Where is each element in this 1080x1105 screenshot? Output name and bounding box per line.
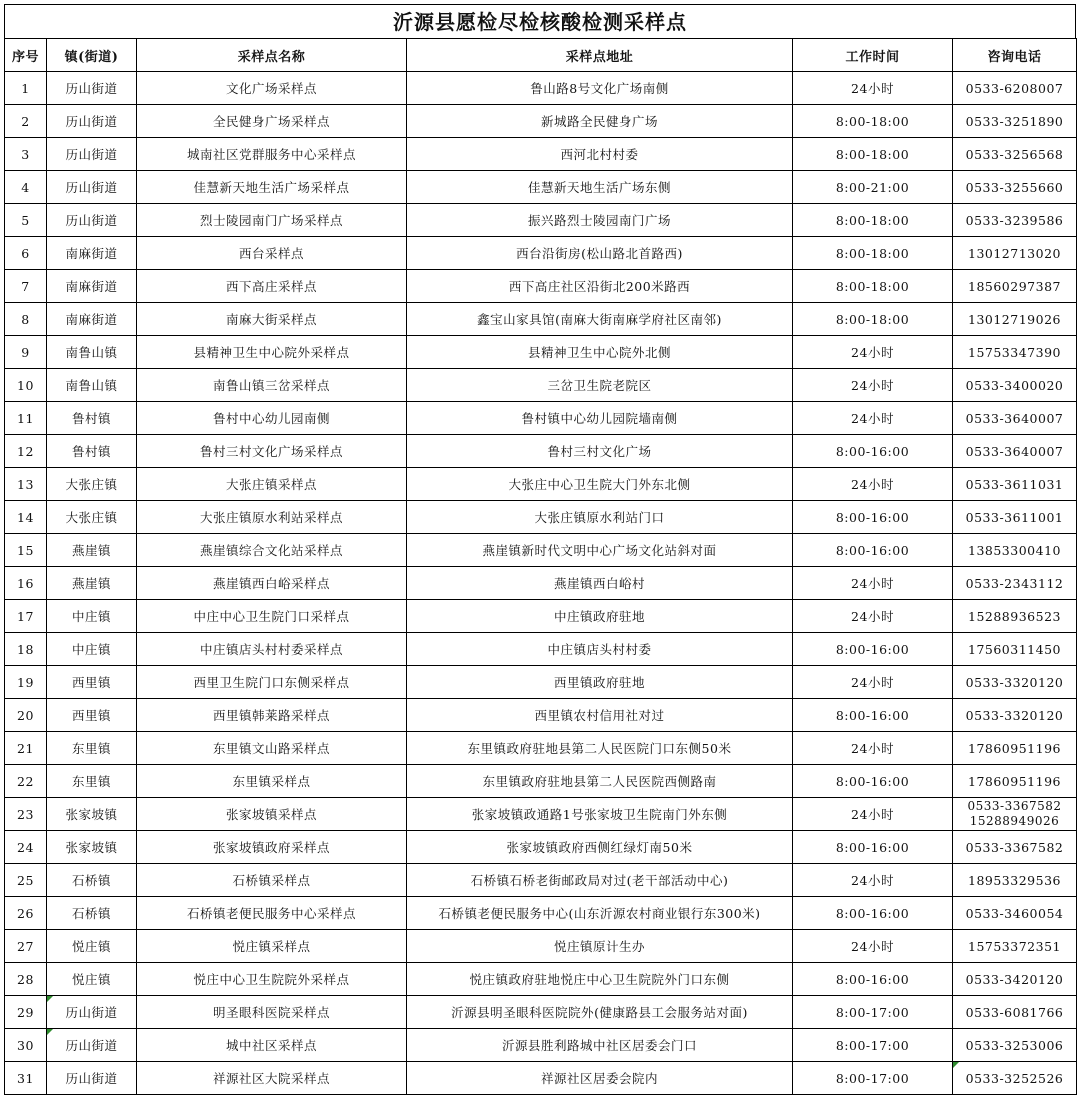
cell-no[interactable]: 27 [5, 930, 47, 963]
cell-site-name[interactable]: 悦庄镇采样点 [137, 930, 407, 963]
table-row[interactable] [5, 72, 1077, 105]
table-row[interactable] [5, 765, 1077, 798]
cell-phone[interactable]: 0533-6081766 [953, 996, 1077, 1029]
cell-phone[interactable]: 0533-3367582 [953, 831, 1077, 864]
cell-phone[interactable]: 0533-3460054 [953, 897, 1077, 930]
header-no: 序号 [5, 39, 47, 72]
cell-site-name[interactable]: 烈士陵园南门广场采样点 [137, 204, 407, 237]
cell-address[interactable]: 西台沿街房(松山路北首路西) [407, 237, 793, 270]
cell-no[interactable]: 18 [5, 633, 47, 666]
cell-phone[interactable]: 15288936523 [953, 600, 1077, 633]
header-phone: 咨询电话 [953, 39, 1077, 72]
cell-address[interactable]: 西下高庄社区沿街北200米路西 [407, 270, 793, 303]
table-row[interactable] [5, 105, 1077, 138]
cell-hours[interactable]: 24小时 [793, 369, 953, 402]
header-site-name: 采样点名称 [137, 39, 407, 72]
cell-phone[interactable]: 17560311450 [953, 633, 1077, 666]
table-row[interactable] [5, 633, 1077, 666]
cell-no[interactable]: 22 [5, 765, 47, 798]
cell-address[interactable]: 石桥镇老便民服务中心(山东沂源农村商业银行东300米) [407, 897, 793, 930]
cell-no[interactable]: 14 [5, 501, 47, 534]
cell-hours[interactable]: 24小时 [793, 732, 953, 765]
cell-hours[interactable]: 8:00-16:00 [793, 435, 953, 468]
cell-no[interactable]: 7 [5, 270, 47, 303]
cell-no[interactable]: 13 [5, 468, 47, 501]
cell-site-name[interactable]: 张家坡镇政府采样点 [137, 831, 407, 864]
cell-hours[interactable]: 24小时 [793, 864, 953, 897]
cell-no[interactable]: 8 [5, 303, 47, 336]
cell-town[interactable]: 南麻街道 [47, 303, 137, 336]
cell-phone[interactable]: 15753372351 [953, 930, 1077, 963]
cell-hours[interactable]: 8:00-16:00 [793, 501, 953, 534]
cell-no[interactable]: 23 [5, 798, 47, 831]
cell-town[interactable]: 悦庄镇 [47, 930, 137, 963]
cell-town[interactable]: 大张庄镇 [47, 501, 137, 534]
cell-hours[interactable]: 24小时 [793, 336, 953, 369]
cell-phone[interactable]: 0533-3611001 [953, 501, 1077, 534]
cell-address[interactable]: 祥源社区居委会院内 [407, 1062, 793, 1095]
cell-no[interactable]: 19 [5, 666, 47, 699]
table-row[interactable] [5, 237, 1077, 270]
cell-phone[interactable]: 0533-3640007 [953, 402, 1077, 435]
cell-town[interactable]: 历山街道 [47, 1029, 137, 1062]
cell-hours[interactable]: 8:00-18:00 [793, 105, 953, 138]
cell-address[interactable]: 沂源县胜利路城中社区居委会门口 [407, 1029, 793, 1062]
header-address: 采样点地址 [407, 39, 793, 72]
cell-address[interactable]: 大张庄镇原水利站门口 [407, 501, 793, 534]
cell-no[interactable]: 17 [5, 600, 47, 633]
table-row[interactable] [5, 996, 1077, 1029]
cell-hours[interactable]: 8:00-18:00 [793, 138, 953, 171]
cell-phone[interactable]: 0533-3611031 [953, 468, 1077, 501]
table-row[interactable] [5, 303, 1077, 336]
cell-town[interactable]: 张家坡镇 [47, 831, 137, 864]
table-row[interactable] [5, 468, 1077, 501]
cell-town[interactable]: 张家坡镇 [47, 798, 137, 831]
cell-address[interactable]: 悦庄镇政府驻地悦庄中心卫生院院外门口东侧 [407, 963, 793, 996]
cell-address[interactable]: 燕崖镇西白峪村 [407, 567, 793, 600]
cell-address[interactable]: 鲁山路8号文化广场南侧 [407, 72, 793, 105]
cell-town[interactable]: 东里镇 [47, 732, 137, 765]
cell-town[interactable]: 南鲁山镇 [47, 369, 137, 402]
cell-town[interactable]: 中庄镇 [47, 633, 137, 666]
cell-address[interactable]: 西里镇农村信用社对过 [407, 699, 793, 732]
cell-address[interactable]: 大张庄中心卫生院大门外东北侧 [407, 468, 793, 501]
cell-address[interactable]: 西里镇政府驻地 [407, 666, 793, 699]
cell-site-name[interactable]: 祥源社区大院采样点 [137, 1062, 407, 1095]
cell-hours[interactable]: 24小时 [793, 567, 953, 600]
cell-town[interactable]: 历山街道 [47, 171, 137, 204]
cell-phone[interactable]: 0533-3320120 [953, 666, 1077, 699]
cell-site-name[interactable]: 南鲁山镇三岔采样点 [137, 369, 407, 402]
cell-site-name[interactable]: 南麻大街采样点 [137, 303, 407, 336]
spreadsheet [4, 4, 1076, 1095]
cell-phone[interactable]: 15753347390 [953, 336, 1077, 369]
cell-site-name[interactable]: 张家坡镇采样点 [137, 798, 407, 831]
cell-phone[interactable] [953, 798, 1077, 831]
cell-no[interactable]: 9 [5, 336, 47, 369]
cell-town[interactable]: 悦庄镇 [47, 963, 137, 996]
cell-address[interactable]: 中庄镇政府驻地 [407, 600, 793, 633]
cell-phone[interactable]: 13012713020 [953, 237, 1077, 270]
cell-town[interactable]: 鲁村镇 [47, 435, 137, 468]
cell-no[interactable]: 3 [5, 138, 47, 171]
cell-town[interactable]: 燕崖镇 [47, 534, 137, 567]
cell-address[interactable]: 西河北村村委 [407, 138, 793, 171]
cell-no[interactable]: 24 [5, 831, 47, 864]
cell-town[interactable]: 燕崖镇 [47, 567, 137, 600]
cell-phone[interactable]: 0533-3253006 [953, 1029, 1077, 1062]
cell-site-name[interactable]: 县精神卫生中心院外采样点 [137, 336, 407, 369]
phone-secondary: 15288949026 [969, 814, 1060, 828]
cell-phone[interactable]: 0533-3251890 [953, 105, 1077, 138]
cell-no[interactable]: 29 [5, 996, 47, 1029]
cell-town[interactable]: 南麻街道 [47, 237, 137, 270]
cell-address[interactable]: 佳慧新天地生活广场东侧 [407, 171, 793, 204]
cell-hours[interactable]: 24小时 [793, 930, 953, 963]
cell-address[interactable]: 中庄镇店头村村委 [407, 633, 793, 666]
table-row[interactable] [5, 930, 1077, 963]
cell-no[interactable]: 25 [5, 864, 47, 897]
cell-hours[interactable]: 8:00-18:00 [793, 270, 953, 303]
table-body [5, 72, 1077, 1095]
cell-no[interactable]: 30 [5, 1029, 47, 1062]
cell-hours[interactable]: 8:00-17:00 [793, 1029, 953, 1062]
cell-phone[interactable]: 18560297387 [953, 270, 1077, 303]
cell-site-name[interactable]: 燕崖镇西白峪采样点 [137, 567, 407, 600]
cell-site-name[interactable]: 全民健身广场采样点 [137, 105, 407, 138]
cell-address[interactable]: 燕崖镇新时代文明中心广场文化站斜对面 [407, 534, 793, 567]
cell-hours[interactable]: 24小时 [793, 666, 953, 699]
cell-town[interactable]: 石桥镇 [47, 864, 137, 897]
cell-phone[interactable]: 0533-2343112 [953, 567, 1077, 600]
table-row[interactable] [5, 699, 1077, 732]
cell-phone[interactable]: 0533-3255660 [953, 171, 1077, 204]
table-row[interactable] [5, 1029, 1077, 1062]
cell-phone[interactable]: 18953329536 [953, 864, 1077, 897]
cell-no[interactable]: 20 [5, 699, 47, 732]
cell-address[interactable]: 鲁村三村文化广场 [407, 435, 793, 468]
cell-site-name[interactable]: 西台采样点 [137, 237, 407, 270]
cell-no[interactable]: 6 [5, 237, 47, 270]
cell-no[interactable]: 26 [5, 897, 47, 930]
cell-no[interactable]: 5 [5, 204, 47, 237]
cell-hours[interactable]: 24小时 [793, 402, 953, 435]
table-row[interactable] [5, 963, 1077, 996]
cell-no[interactable]: 10 [5, 369, 47, 402]
cell-address[interactable]: 东里镇政府驻地县第二人民医院西侧路南 [407, 765, 793, 798]
cell-town[interactable]: 历山街道 [47, 105, 137, 138]
table-row[interactable] [5, 435, 1077, 468]
cell-phone[interactable]: 0533-3640007 [953, 435, 1077, 468]
cell-address[interactable]: 鑫宝山家具馆(南麻大街南麻学府社区南邻) [407, 303, 793, 336]
cell-hours[interactable]: 24小时 [793, 600, 953, 633]
cell-hours[interactable]: 24小时 [793, 468, 953, 501]
cell-no[interactable]: 16 [5, 567, 47, 600]
table-row[interactable] [5, 534, 1077, 567]
cell-site-name[interactable]: 文化广场采样点 [137, 72, 407, 105]
cell-site-name[interactable]: 西里卫生院门口东侧采样点 [137, 666, 407, 699]
cell-site-name[interactable]: 石桥镇老便民服务中心采样点 [137, 897, 407, 930]
cell-site-name[interactable]: 城中社区采样点 [137, 1029, 407, 1062]
table-row[interactable] [5, 732, 1077, 765]
cell-address[interactable]: 张家坡镇政府西侧红绿灯南50米 [407, 831, 793, 864]
cell-no[interactable]: 21 [5, 732, 47, 765]
table-row[interactable] [5, 666, 1077, 699]
sheet-title: 沂源县愿检尽检核酸检测采样点 [4, 4, 1076, 38]
cell-site-name[interactable]: 鲁村三村文化广场采样点 [137, 435, 407, 468]
header-hours: 工作时间 [793, 39, 953, 72]
cell-hours[interactable]: 8:00-18:00 [793, 303, 953, 336]
cell-hours[interactable]: 8:00-16:00 [793, 897, 953, 930]
header-row [5, 39, 1077, 72]
cell-address[interactable]: 新城路全民健身广场 [407, 105, 793, 138]
cell-site-name[interactable]: 石桥镇采样点 [137, 864, 407, 897]
table-row[interactable] [5, 204, 1077, 237]
cell-phone[interactable]: 0533-3400020 [953, 369, 1077, 402]
cell-town[interactable]: 历山街道 [47, 204, 137, 237]
cell-hours[interactable]: 8:00-16:00 [793, 765, 953, 798]
cell-town[interactable]: 大张庄镇 [47, 468, 137, 501]
cell-no[interactable]: 15 [5, 534, 47, 567]
table-row[interactable] [5, 897, 1077, 930]
cell-address[interactable]: 石桥镇石桥老街邮政局对过(老干部活动中心) [407, 864, 793, 897]
cell-address[interactable]: 东里镇政府驻地县第二人民医院门口东侧50米 [407, 732, 793, 765]
table-row[interactable] [5, 600, 1077, 633]
table-row[interactable] [5, 171, 1077, 204]
cell-hours[interactable]: 8:00-18:00 [793, 237, 953, 270]
cell-town[interactable]: 南鲁山镇 [47, 336, 137, 369]
cell-hours[interactable]: 8:00-16:00 [793, 963, 953, 996]
cell-address[interactable]: 鲁村镇中心幼儿园院墙南侧 [407, 402, 793, 435]
cell-town[interactable]: 西里镇 [47, 666, 137, 699]
header-town: 镇(街道) [47, 39, 137, 72]
cell-hours[interactable]: 8:00-17:00 [793, 1062, 953, 1095]
table-row[interactable] [5, 336, 1077, 369]
cell-town[interactable]: 石桥镇 [47, 897, 137, 930]
cell-town[interactable]: 历山街道 [47, 1062, 137, 1095]
cell-phone[interactable]: 0533-3256568 [953, 138, 1077, 171]
cell-no[interactable]: 11 [5, 402, 47, 435]
cell-town[interactable]: 历山街道 [47, 72, 137, 105]
cell-site-name[interactable]: 悦庄中心卫生院院外采样点 [137, 963, 407, 996]
cell-phone[interactable]: 0533-6208007 [953, 72, 1077, 105]
cell-site-name[interactable]: 佳慧新天地生活广场采样点 [137, 171, 407, 204]
cell-address[interactable]: 振兴路烈士陵园南门广场 [407, 204, 793, 237]
cell-phone[interactable]: 13853300410 [953, 534, 1077, 567]
cell-hours[interactable]: 8:00-16:00 [793, 633, 953, 666]
cell-site-name[interactable]: 鲁村中心幼儿园南侧 [137, 402, 407, 435]
cell-phone[interactable]: 0533-3420120 [953, 963, 1077, 996]
sampling-sites-table [4, 38, 1077, 1095]
cell-phone[interactable]: 0533-3320120 [953, 699, 1077, 732]
table-row[interactable] [5, 1062, 1077, 1095]
cell-address[interactable]: 县精神卫生中心院外北侧 [407, 336, 793, 369]
cell-phone[interactable]: 0533-3252526 [953, 1062, 1077, 1095]
cell-phone[interactable]: 17860951196 [953, 732, 1077, 765]
table-row[interactable] [5, 270, 1077, 303]
cell-site-name[interactable]: 西下高庄采样点 [137, 270, 407, 303]
cell-site-name[interactable]: 大张庄镇采样点 [137, 468, 407, 501]
cell-town[interactable]: 西里镇 [47, 699, 137, 732]
phone-primary: 0533-3367582 [967, 799, 1062, 813]
cell-hours[interactable]: 8:00-16:00 [793, 534, 953, 567]
cell-site-name[interactable]: 燕崖镇综合文化站采样点 [137, 534, 407, 567]
table-row[interactable] [5, 567, 1077, 600]
table-row[interactable] [5, 402, 1077, 435]
cell-town[interactable]: 南麻街道 [47, 270, 137, 303]
cell-site-name[interactable]: 明圣眼科医院采样点 [137, 996, 407, 1029]
cell-no[interactable]: 28 [5, 963, 47, 996]
cell-site-name[interactable]: 东里镇采样点 [137, 765, 407, 798]
cell-address[interactable]: 三岔卫生院老院区 [407, 369, 793, 402]
table-row[interactable] [5, 831, 1077, 864]
cell-town[interactable]: 东里镇 [47, 765, 137, 798]
cell-no[interactable]: 2 [5, 105, 47, 138]
cell-hours[interactable]: 8:00-21:00 [793, 171, 953, 204]
cell-no[interactable]: 12 [5, 435, 47, 468]
cell-no[interactable]: 1 [5, 72, 47, 105]
cell-site-name[interactable]: 中庄镇店头村村委采样点 [137, 633, 407, 666]
cell-address[interactable]: 沂源县明圣眼科医院院外(健康路县工会服务站对面) [407, 996, 793, 1029]
cell-phone[interactable]: 17860951196 [953, 765, 1077, 798]
cell-no[interactable]: 4 [5, 171, 47, 204]
cell-town[interactable]: 中庄镇 [47, 600, 137, 633]
cell-hours[interactable]: 24小时 [793, 798, 953, 831]
cell-phone[interactable]: 13012719026 [953, 303, 1077, 336]
cell-hours[interactable]: 8:00-18:00 [793, 204, 953, 237]
cell-site-name[interactable]: 中庄中心卫生院门口采样点 [137, 600, 407, 633]
cell-town[interactable]: 历山街道 [47, 138, 137, 171]
table-row[interactable] [5, 138, 1077, 171]
cell-address[interactable]: 悦庄镇原计生办 [407, 930, 793, 963]
cell-no[interactable]: 31 [5, 1062, 47, 1095]
cell-hours[interactable]: 24小时 [793, 72, 953, 105]
cell-site-name[interactable]: 东里镇文山路采样点 [137, 732, 407, 765]
cell-hours[interactable]: 8:00-16:00 [793, 831, 953, 864]
cell-town[interactable]: 鲁村镇 [47, 402, 137, 435]
cell-phone[interactable]: 0533-3239586 [953, 204, 1077, 237]
cell-hours[interactable]: 8:00-16:00 [793, 699, 953, 732]
cell-address[interactable]: 张家坡镇政通路1号张家坡卫生院南门外东侧 [407, 798, 793, 831]
cell-site-name[interactable]: 西里镇韩莱路采样点 [137, 699, 407, 732]
table-row[interactable] [5, 369, 1077, 402]
cell-town[interactable]: 历山街道 [47, 996, 137, 1029]
cell-site-name[interactable]: 城南社区党群服务中心采样点 [137, 138, 407, 171]
cell-hours[interactable]: 8:00-17:00 [793, 996, 953, 1029]
table-row[interactable] [5, 864, 1077, 897]
table-row[interactable] [5, 798, 1077, 831]
table-row[interactable] [5, 501, 1077, 534]
cell-site-name[interactable]: 大张庄镇原水利站采样点 [137, 501, 407, 534]
